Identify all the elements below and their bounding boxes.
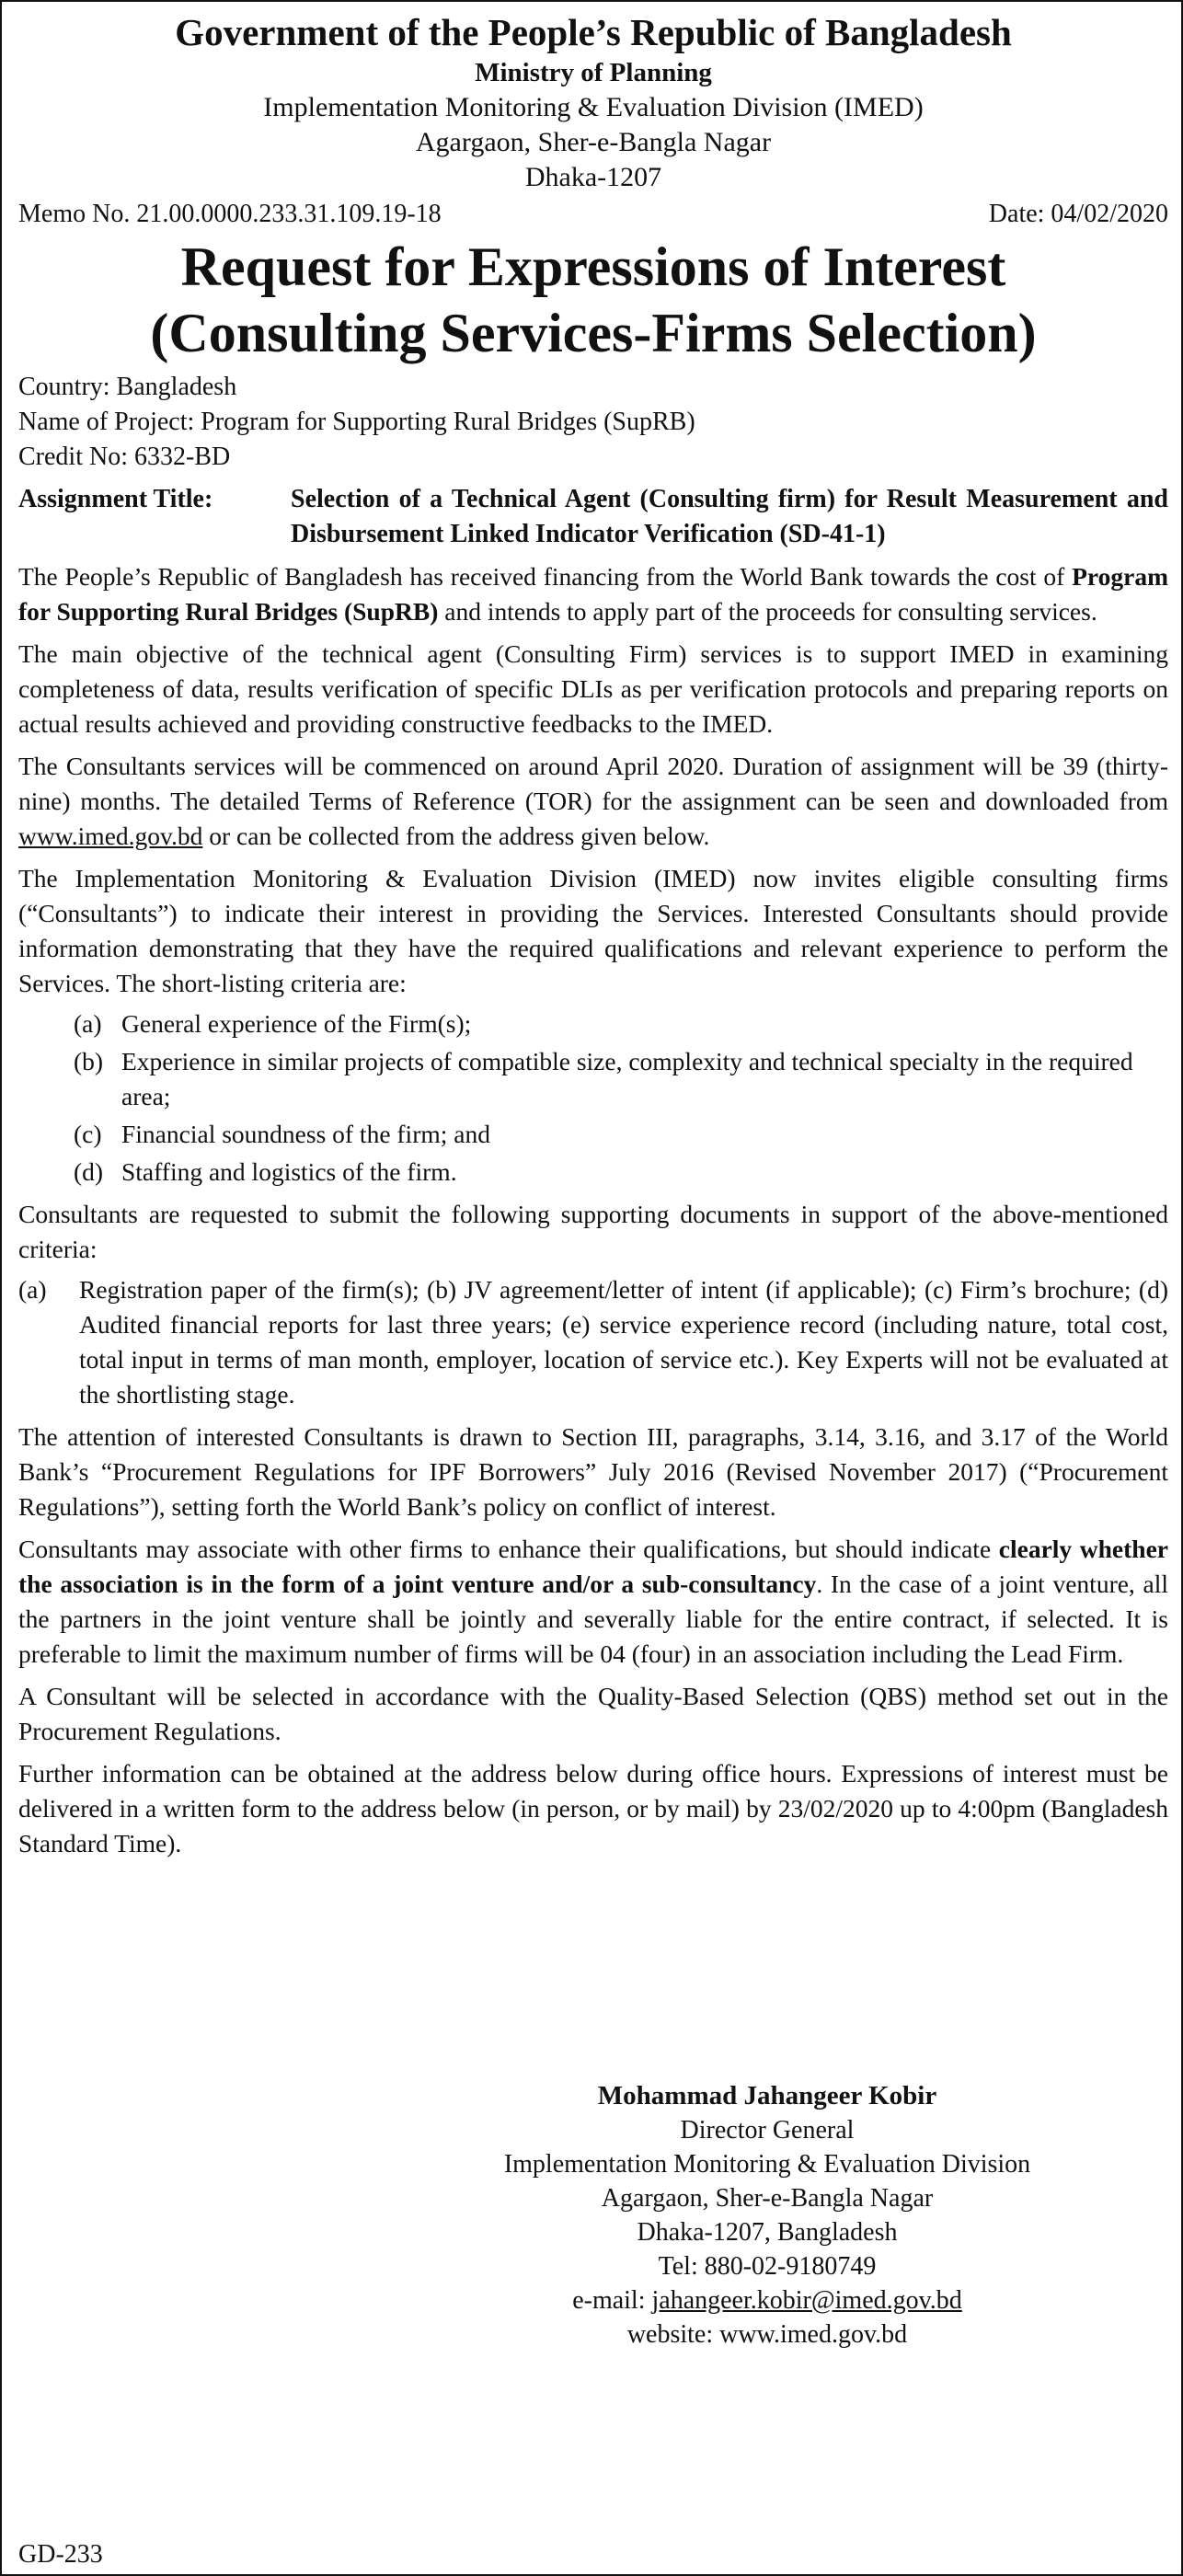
criteria-text: General experience of the Firm(s); <box>121 1009 472 1038</box>
para7-text-a: Consultants may associate with other firms to enhance their qualifications, but should indicate <box>18 1535 999 1563</box>
header-address-line1: Agargaon, Sher-e-Bangla Nagar <box>415 127 772 157</box>
para3-text-a: The Consultants services will be commenced on around April 2020. Duration of assignment will be 39 (thirty-nine) months. The detailed Terms of Reference (TOR) for the assignment can be seen and downloaded from <box>18 752 1168 815</box>
signatory-address2: Dhaka-1207, Bangladesh <box>637 2218 898 2247</box>
footer-code: GD-233 <box>18 2540 103 2569</box>
project-name-line: Name of Project: Program for Supporting Rural Bridges (SupRB) <box>18 408 695 436</box>
assignment-title-text: Selection of a Technical Agent (Consulting firm) for Result Measurement and Disbursement Linked Indicator Verification (SD-41-1) <box>291 485 1168 548</box>
criteria-marker: (d) <box>74 1157 104 1186</box>
assignment-title-label: Assignment Title: <box>18 485 213 513</box>
division-heading: Implementation Monitoring & Evaluation Division (IMED) <box>263 92 924 122</box>
criteria-marker: (a) <box>74 1009 102 1038</box>
para1-text-c: and intends to apply part of the proceeds for consulting services. <box>438 597 1097 626</box>
signatory-division: Implementation Monitoring & Evaluation Division <box>503 2150 1031 2179</box>
criteria-text: Staffing and logistics of the firm. <box>121 1157 457 1186</box>
criteria-text: Experience in similar projects of compatible size, complexity and technical specialty in the required area; <box>121 1047 1133 1110</box>
title-line1: Request for Expressions of Interest <box>180 236 1006 297</box>
header-address-line2: Dhaka-1207 <box>524 162 662 192</box>
tor-website-link[interactable]: www.imed.gov.bd <box>18 822 203 850</box>
signatory-email-line <box>454 2283 1080 2317</box>
ministry-heading: Ministry of Planning <box>475 58 712 87</box>
signatory-name: Mohammad Jahangeer Kobir <box>597 2081 937 2110</box>
government-heading: Government of the People’s Republic of Bangladesh <box>175 11 1012 53</box>
memo-date: Date: 04/02/2020 <box>988 200 1168 228</box>
paragraph-invitation: The Implementation Monitoring & Evaluation Division (IMED) now invites eligible consulting firms (“Consultants”) to indicate their interest in providing the Services. Interested Consultants should provide information demonstrating that they have the required qualifications and relevant experience to perform the Services. The short-listing criteria are: <box>18 864 1168 997</box>
para1-text-a: The People’s Republic of Bangladesh has received financing from the World Bank towards the cost of <box>18 562 1073 591</box>
signatory-address1: Agargaon, Sher-e-Bangla Nagar <box>601 2184 934 2213</box>
paragraph-submission: Further information can be obtained at the address below during office hours. Expressions of interest must be delivered in a written form to the address below (in person, or by mail) by 23/02/2020 up to 4:00pm (Bangladesh Standard Time). <box>18 1759 1168 1857</box>
paragraph-conflict-of-interest: The attention of interested Consultants is drawn to Section III, paragraphs, 3.14, 3.16, and 3.17 of the World Bank’s “Procurement Regulations for IPF Borrowers” July 2016 (Revised November 2017) (“Procurement Regulations”), setting forth the World Bank’s policy on conflict of interest. <box>18 1422 1168 1521</box>
email-link[interactable]: jahangeer.kobir@imed.gov.bd <box>651 2286 962 2315</box>
paragraph-association <box>18 1532 1168 1672</box>
criteria-marker: (c) <box>74 1120 102 1148</box>
list-item <box>74 1044 1168 1114</box>
memo-row <box>18 197 1168 232</box>
list-item <box>74 1155 1168 1190</box>
paragraph-objective: The main objective of the technical agent (Consulting Firm) services is to support IMED in examining completeness of data, results verification of specific DLIs as per verification protocols and preparing reports on actual results achieved and providing constructive feedbacks to the IMED. <box>18 639 1168 738</box>
docs-marker: (a) <box>18 1275 47 1304</box>
assignment-title-block <box>18 482 1168 552</box>
paragraph-financing <box>18 559 1168 629</box>
para1-project-name: Program for Supporting Rural Bridges (SupRB) <box>18 562 1168 626</box>
page-title <box>18 234 1168 366</box>
country-line: Country: Bangladesh <box>18 373 237 401</box>
signatory-telephone: Tel: 880-02-9180749 <box>658 2252 877 2281</box>
project-meta <box>18 370 1168 475</box>
signatory-designation: Director General <box>680 2116 855 2145</box>
para3-text-b: or can be collected from the address given below. <box>202 822 710 850</box>
list-item <box>74 1006 1168 1041</box>
criteria-text: Financial soundness of the firm; and <box>121 1120 490 1148</box>
memo-number: Memo No. 21.00.0000.233.31.109.19-18 <box>18 200 442 228</box>
signature-block <box>454 2079 1080 2352</box>
signatory-website: website: www.imed.gov.bd <box>626 2320 908 2349</box>
email-label: e-mail: <box>572 2286 652 2315</box>
docs-text: Registration paper of the firm(s); (b) JV agreement/letter of intent (if applicable); (c) Firm’s brochure; (d) Audited financial reports for last three years; (e) service experience record (including nature, total cost, total input in terms of man month, employer, location of service etc.). Key Experts will not be evaluated at the shortlisting stage. <box>79 1275 1168 1409</box>
title-line2: (Consulting Services-Firms Selection) <box>150 303 1037 363</box>
supporting-docs-list <box>18 1272 1168 1412</box>
para7-text-c: . In the case of a joint venture, all the partners in the joint venture shall be jointly and severally liable for the entire contract, if selected. It is preferable to limit the maximum number of firms will be 04 (four) in an association including the Lead Firm. <box>18 1570 1168 1668</box>
paragraph-selection-method: A Consultant will be selected in accordance with the Quality-Based Selection (QBS) method set out in the Procurement Regulations. <box>18 1682 1168 1745</box>
credit-number-line: Credit No: 6332-BD <box>18 443 231 471</box>
shortlisting-criteria-list <box>74 1006 1168 1190</box>
paragraph-duration <box>18 749 1168 854</box>
paragraph-supporting-docs: Consultants are requested to submit the following supporting documents in support of the above-mentioned criteria: <box>18 1200 1168 1263</box>
para7-bold-text: clearly whether the association is in the form of a joint venture and/or a sub-consultancy <box>18 1535 1168 1598</box>
list-item <box>74 1117 1168 1152</box>
criteria-marker: (b) <box>74 1047 104 1075</box>
